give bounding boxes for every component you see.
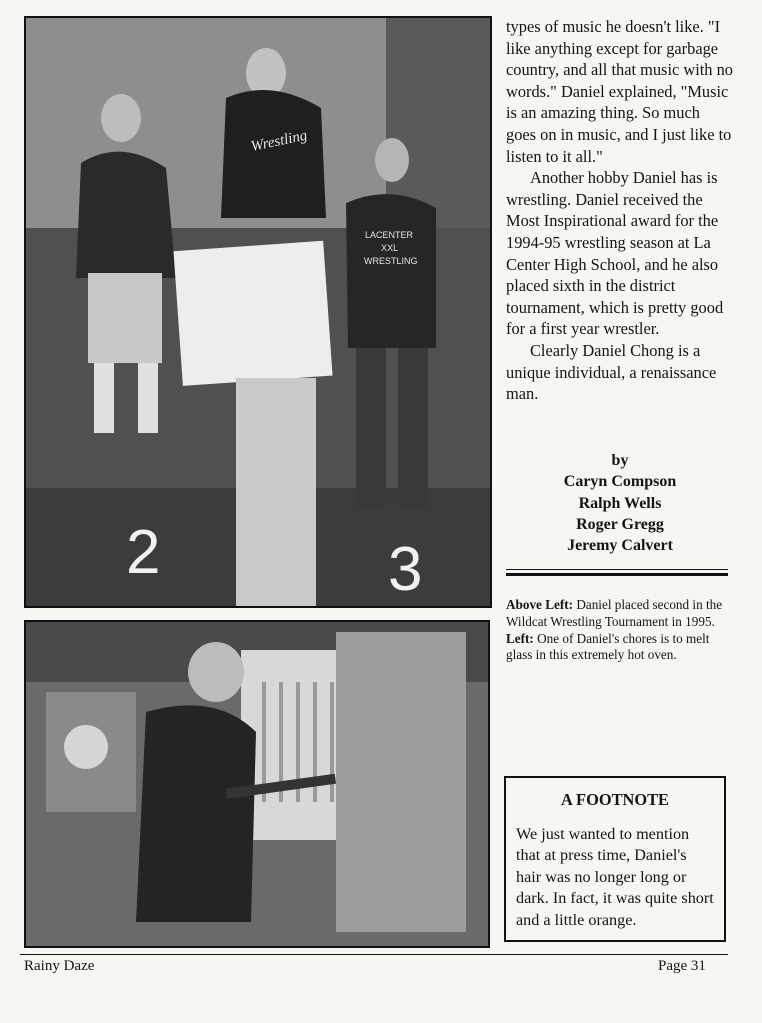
shirt-line-3: WRESTLING (364, 256, 418, 266)
article-text (506, 16, 734, 405)
caption-label-left: Left: (506, 630, 534, 646)
wrestling-podium-photo (24, 16, 492, 608)
shirt-line-2: XXL (381, 243, 399, 253)
wrestling-podium-image (26, 18, 490, 606)
caption-label-above-left: Above Left: (506, 597, 574, 612)
byline-author: Caryn Compson (563, 473, 677, 491)
footer-publication: Rainy Daze (24, 958, 95, 974)
caption-text-left: One of Daniel's chores is to melt glass in this extremely hot oven. (506, 630, 710, 663)
podium-number-3: 3 (388, 535, 423, 604)
glass-oven-image (26, 622, 488, 946)
podium-number-2: 2 (126, 518, 161, 587)
footnote-title: A FOOTNOTE (561, 790, 669, 809)
divider-thin (506, 569, 728, 570)
article-paragraph-1: types of music he doesn't like. "I like anything except for garbage country, and all that music with no words." Daniel explained, "Music is an amazing thing. So much goes on in music, and I just like to listen to it all." (506, 17, 733, 166)
byline-author: Ralph Wells (578, 494, 662, 512)
byline-author: Jeremy Calvert (567, 537, 673, 555)
divider-thick (506, 573, 728, 576)
footer-page-number: Page 31 (658, 958, 706, 974)
caption-text-above-left: Daniel placed second in the Wildcat Wrestling Tournament in 1995. (506, 597, 723, 629)
glass-oven-photo (24, 620, 490, 948)
footnote-body: We just wanted to mention that at press time, Daniel's hair was no longer long or dark. In fact, it was quite short and a little orange. (516, 825, 714, 929)
byline-author: Roger Gregg (576, 515, 664, 533)
jacket-lettering: Wrestling (249, 127, 309, 156)
byline (506, 450, 734, 556)
article-paragraph-3: Clearly Daniel Chong is a unique individual, a renaissance man. (506, 340, 717, 404)
photo-caption (506, 597, 732, 664)
byline-label: by (611, 452, 629, 469)
footer-rule (20, 954, 728, 955)
article-paragraph-2: Another hobby Daniel has is wrestling. Daniel received the Most Inspirational award for the 1994-95 wrestling season at La Center High School, and he also placed sixth in the district tournament, which is pretty good for a first year wrestler. (506, 168, 724, 339)
shirt-line-1: LACENTER (365, 230, 414, 240)
footnote-box (504, 776, 726, 942)
